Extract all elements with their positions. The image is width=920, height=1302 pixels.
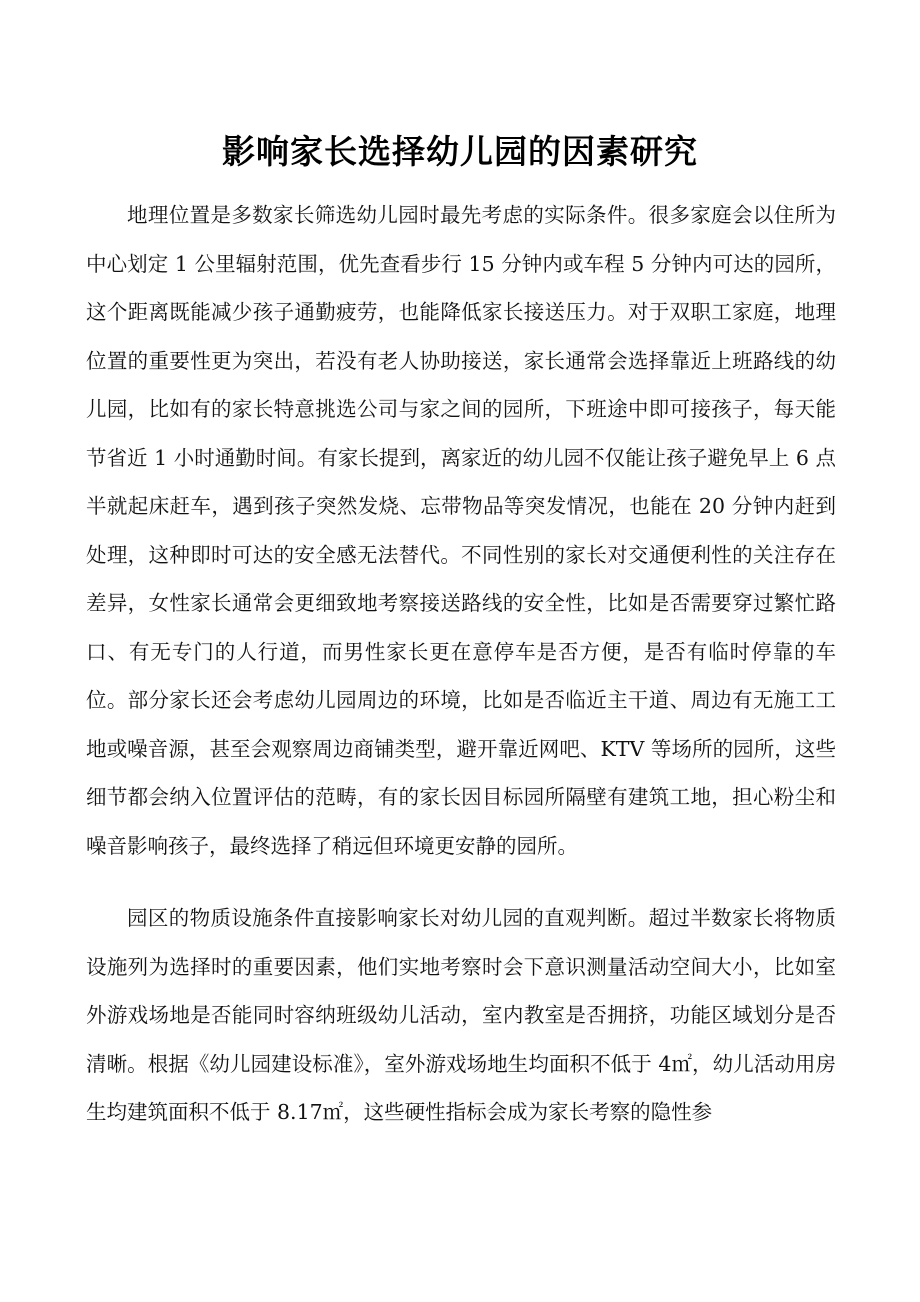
- document-title: 影响家长选择幼儿园的因素研究: [222, 132, 698, 171]
- document-body: [86, 191, 836, 1137]
- paragraph-location: 地理位置是多数家长筛选幼儿园时最先考虑的实际条件。很多家庭会以住所为中心划定 1 公里辐射范围，优先查看步行 15 分钟内或车程 5 分钟内可达的园所，这个距离既能减少孩子通勤疲劳，也能降低家长接送压力。对于双职工家庭，地理位置的重要性更为突出，若没有老人协助接送，家长通常会选择靠近上班路线的幼儿园，比如有的家长特意挑选公司与家之间的园所，下班途中即可接孩子，每天能节省近 1 小时通勤时间。有家长提到，离家近的幼儿园不仅能让孩子避免早上 6 点半就起床赶车，遇到孩子突然发烧、忘带物品等突发情况，也能在 20 分钟内赶到处理，这种即时可达的安全感无法替代。不同性别的家长对交通便利性的关注存在差异，女性家长通常会更细致地考察接送路线的安全性，比如是否需要穿过繁忙路口、有无专门的人行道，而男性家长更在意停车是否方便，是否有临时停靠的车位。部分家长还会考虑幼儿园周边的环境，比如是否临近主干道、周边有无施工工地或噪音源，甚至会观察周边商铺类型，避开靠近网吧、KTV 等场所的园所，这些细节都会纳入位置评估的范畴，有的家长因目标园所隔壁有建筑工地，担心粉尘和噪音影响孩子，最终选择了稍远但环境更安静的园所。: [86, 203, 836, 858]
- paragraph-facilities: 园区的物质设施条件直接影响家长对幼儿园的直观判断。超过半数家长将物质设施列为选择时的重要因素，他们实地考察时会下意识测量活动空间大小，比如室外游戏场地是否能同时容纳班级幼儿活动，室内教室是否拥挤，功能区域划分是否清晰。根据《幼儿园建设标准》，室外游戏场地生均面积不低于 4㎡，幼儿活动用房生均建筑面积不低于 8.17㎡，这些硬性指标会成为家长考察的隐性参: [86, 906, 836, 1124]
